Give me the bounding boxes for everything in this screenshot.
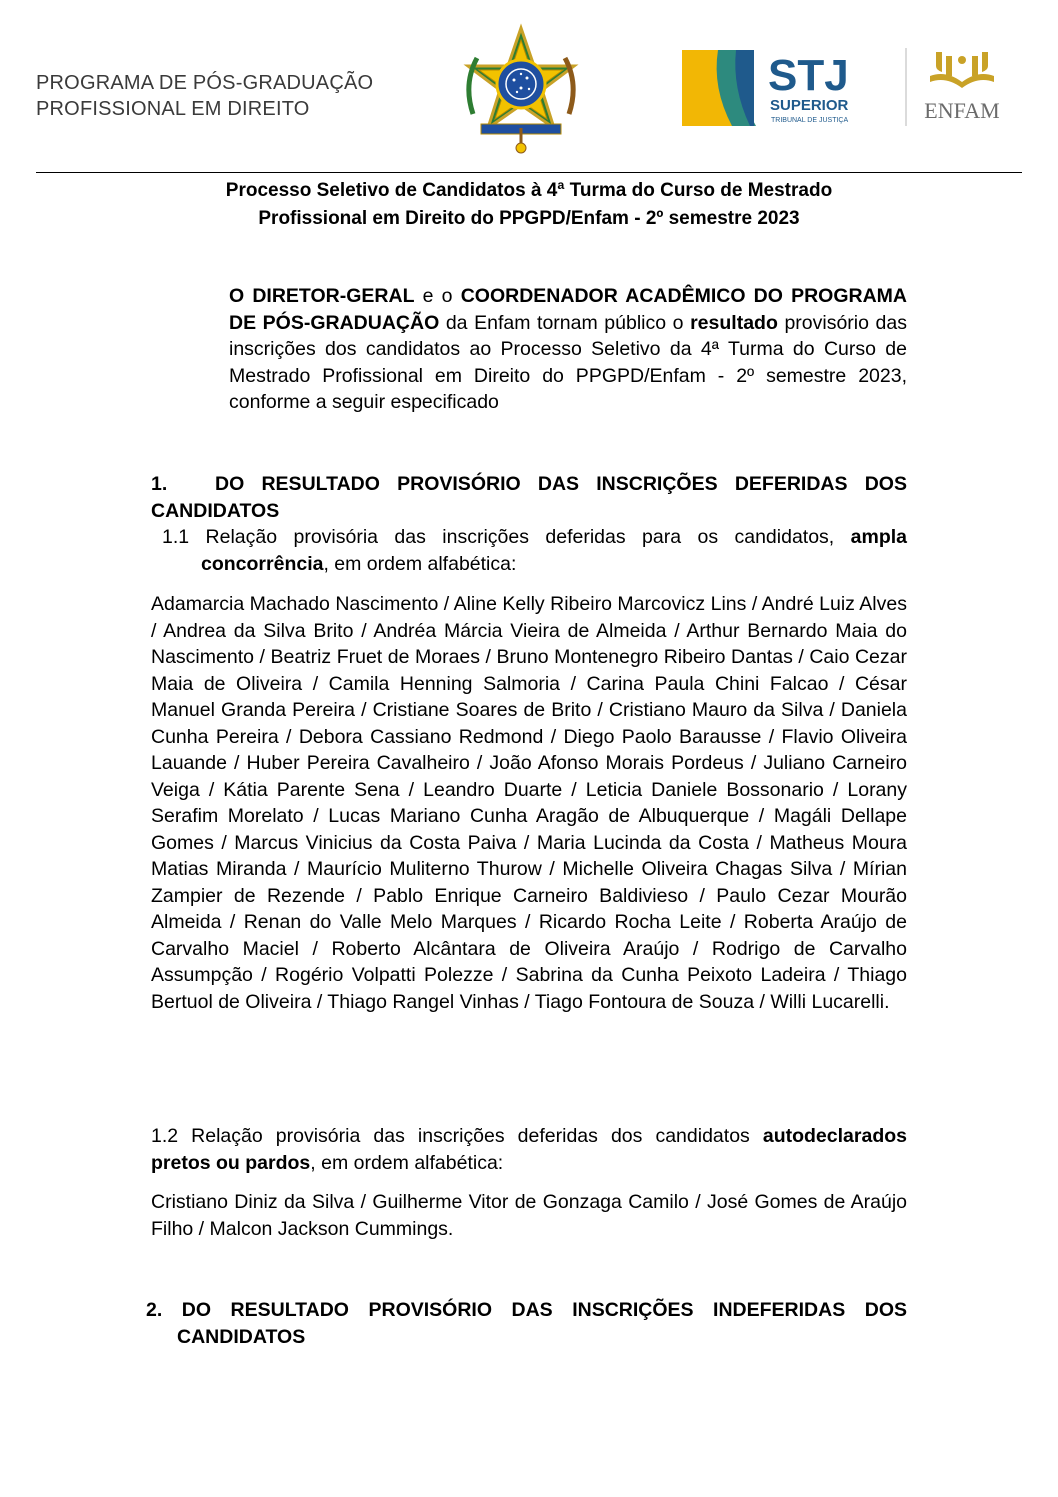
candidate-list-ampla-concorrencia: Adamarcia Machado Nascimento / Aline Kelly Ribeiro Marcovicz Lins / André Luiz Alves / Andrea da Silva Brito / Andréa Márcia Vieira de Almeida / Arthur Bernardo Maia do Nascimento / Beatriz Fruet de Moraes / Bruno Montenegro Ribeiro Dantas / Caio Cezar Maia de Oliveira / Camila Henning Salmoria / Carina Paula Chini Falcao / César Manuel Granda Pereira / Cristiane Soares de Brito / Cristiano Mauro da Silva / Daniela Cunha Pereira / Debora Cassiano Redmond / Diego Paolo Barausse / Flavio Oliveira Lauande / Huber Pereira Cavalheiro / João Afonso Morais Pordeus / Juliano Carneiro Veiga / Kátia Parente Sena / Leandro Duarte / Leticia Daniele Bossonario / Lorany Serafim Morelato / Lucas Mariano Cunha Aragão de Albuquerque / Magáli Dellape Gomes / Marcus Vinicius da Costa Paiva / Maria Lucinda da Costa / Matheus Moura Matias Miranda / Maurício Muliterno Thurow / Michelle Oliveira Chagas Silva / Mírian Zampier de Rezende / Pablo Enrique Carneiro Baldivieso / Paulo Cezar Mourão Almeida / Renan do Valle Melo Marques / Ricardo Rocha Leite / Roberta Araújo de Carvalho Maciel / Roberto Alcântara de Oliveira Araújo / Rodrigo de Carvalho Assumpção / Rogério Volpatti Polezze / Sabrina da Cunha Peixoto Ladeira / Thiago Bertuol de Oliveira / Thiago Rangel Vinhas / Tiago Fontoura de Souza / Willi Lucarelli. [151, 593, 907, 1013]
document-title-line2: Profissional em Direito do PPGPD/Enfam - 2º semestre 2023 [258, 208, 800, 229]
stj-logo-icon [680, 48, 892, 128]
subsection-1-2-tail: , em ordem alfabética: [310, 1151, 504, 1174]
section-2-number: 2. [146, 1299, 163, 1321]
intro-bold-result: resultado [690, 311, 778, 334]
subsection-1-2 [151, 1123, 907, 1176]
enfam-logo-icon [902, 46, 1018, 128]
subsection-1-2-text: 1.2 Relação provisória das inscrições deferidas dos candidatos [151, 1125, 763, 1147]
section-1-number: 1. [151, 473, 168, 495]
program-name-line1: PROGRAMA DE PÓS-GRADUAÇÃO [36, 72, 374, 94]
section-2-heading [146, 1297, 907, 1350]
intro-bold-coordinator: COORDENADOR ACADÊMICO DO PROGRAMA DE PÓS-GRADUAÇÃO [229, 285, 907, 334]
stj-logo-sub2: TRIBUNAL DE JUSTIÇA [771, 117, 849, 124]
subsection-1-1 [151, 524, 907, 577]
program-name-line2: PROFISSIONAL EM DIREITO [36, 98, 310, 120]
candidate-list-pretos-pardos: Cristiano Diniz da Silva / Guilherme Vitor de Gonzaga Camilo / José Gomes de Araújo Filho / Malcon Jackson Cummings. [151, 1191, 907, 1240]
subsection-1-1-text: 1.1 Relação provisória das inscrições deferidas para os candidatos, [162, 526, 851, 548]
intro-bold-director: O DIRETOR-GERAL [229, 285, 415, 307]
subsection-1-2-bold: autodeclarados pretos ou pardos [151, 1125, 907, 1174]
stj-logo-sub1: SUPERIOR [770, 97, 849, 114]
section-1-title: DO RESULTADO PROVISÓRIO DAS INSCRIÇÕES DEFERIDAS DOS CANDIDATOS [151, 473, 907, 522]
section-1-heading [151, 471, 907, 524]
section-2-title: DO RESULTADO PROVISÓRIO DAS INSCRIÇÕES INDEFERIDAS DOS CANDIDATOS [177, 1299, 907, 1348]
stj-logo-main: STJ [768, 51, 849, 100]
subsection-1-1-tail: , em ordem alfabética: [323, 552, 517, 575]
intro-paragraph [151, 283, 907, 416]
header-divider [36, 172, 1022, 173]
subsection-1-1-bold: ampla concorrência [201, 526, 907, 575]
program-name [36, 70, 373, 122]
intro-text-2: da Enfam tornam público o [439, 311, 691, 334]
intro-text-1: e o [414, 285, 461, 307]
intro-text-3: provisório das inscrições dos candidatos ao Processo Seletivo da 4ª Turma do Curso de Mestrado Profissional em Direito do PPGPD/Enfam - 2º semestre 2023, conforme a seguir especificado [229, 311, 907, 413]
document-title [100, 177, 958, 233]
brazil-coat-of-arms-icon [462, 22, 580, 156]
enfam-logo-text: ENFAM [924, 98, 1000, 123]
document-title-line1: Processo Seletivo de Candidatos à 4ª Turma do Curso de Mestrado [225, 180, 833, 201]
